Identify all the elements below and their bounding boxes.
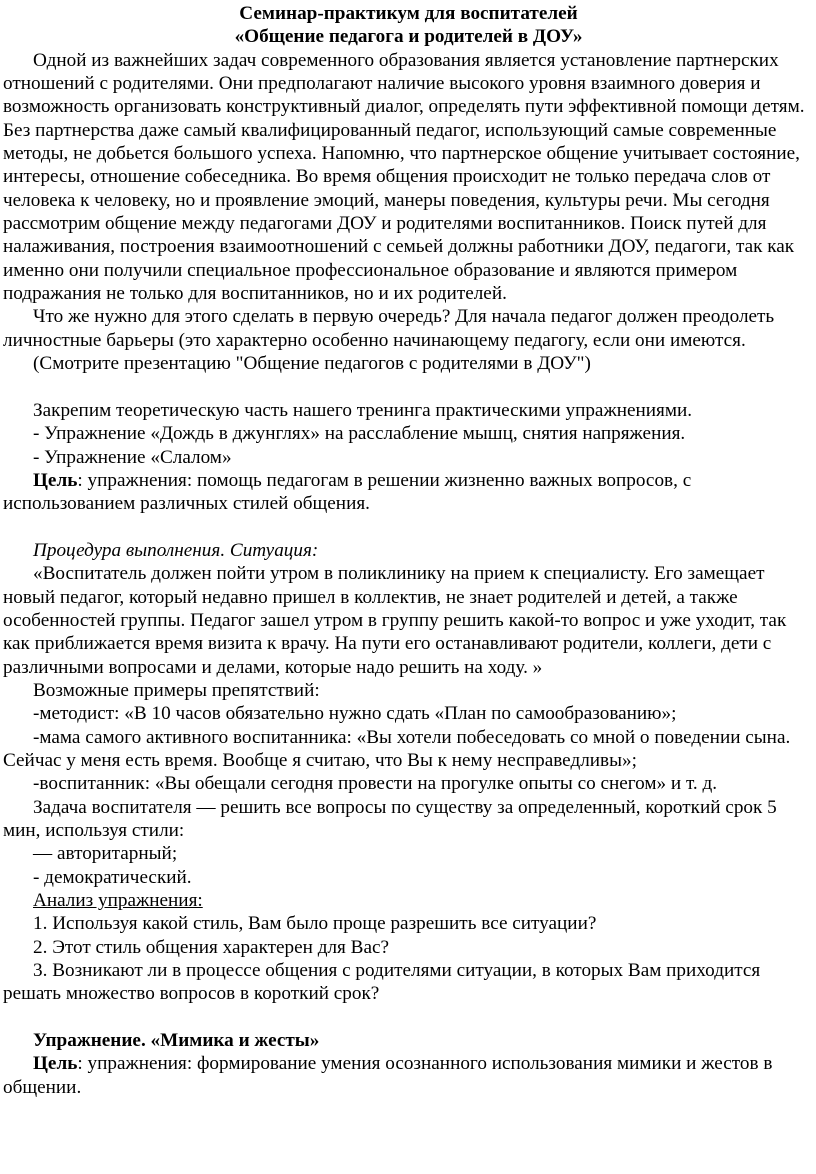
spacer <box>3 1006 814 1029</box>
obstacle-mother: -мама самого активного воспитанника: «Вы хотели побеседовать со мной о поведении сына. Сейчас у меня есть время. Вообще я считаю, что Вы к нему несправедливы»; <box>3 726 791 771</box>
educator-task: Задача воспитателя — решить все вопросы по существу за определенный, короткий срок 5 мин, используя стили: <box>3 796 777 842</box>
goal-label: Цель <box>33 1053 78 1075</box>
obstacle-pupil: -воспитанник: «Вы обещали сегодня провести на прогулке опыты со снегом» и т. д. <box>33 773 718 795</box>
slalom-goal <box>3 469 814 516</box>
exercise-slalom-item: - Упражнение «Слалом» <box>33 446 232 468</box>
analysis-heading: Анализ упражнения: <box>33 890 203 912</box>
spacer <box>3 516 814 539</box>
mimicry-goal <box>3 1052 814 1099</box>
procedure-heading: Процедура выполнения. Ситуация: <box>33 539 319 561</box>
analysis-heading-line <box>3 889 814 912</box>
practice-intro: Закрепим теоретическую часть нашего тренинга практическими упражнениями. <box>33 399 693 421</box>
obstacles-heading: Возможные примеры препятствий: <box>33 679 320 701</box>
goal-label: Цель <box>33 469 78 491</box>
obstacle-methodist: -методист: «В 10 часов обязательно нужно сдать «План по самообразованию»; <box>33 703 677 725</box>
document-title <box>3 2 814 49</box>
analysis-question-2: 2. Этот стиль общения характерен для Вас? <box>33 936 390 958</box>
style-authoritarian: — авторитарный; <box>33 843 178 865</box>
title-line-1: Семинар-практикум для воспитателей <box>239 3 578 24</box>
analysis-question-3: 3. Возникают ли в процессе общения с родителями ситуации, в которых Вам приходится решать множество вопросов в короткий срок? <box>3 960 761 1005</box>
analysis-question-1: 1. Используя какой стиль, Вам было проще разрешить все ситуации? <box>33 913 597 935</box>
intro-paragraph-2: Что же нужно для этого сделать в первую очередь? Для начала педагог должен преодолеть личностные барьеры (это характерно особенно начинающему педагогу, если они имеются. <box>3 306 775 351</box>
goal-text: : упражнения: формирование умения осознанного использования мимики и жестов в общении. <box>3 1053 773 1098</box>
style-democratic: - демократический. <box>33 866 192 888</box>
presentation-note: (Смотрите презентацию "Общение педагогов с родителями в ДОУ") <box>33 353 591 375</box>
intro-paragraph-1: Одной из важнейших задач современного образования является установление партнерских отношений с родителями. Они предполагают наличие высокого уровня взаимного доверия и возможность организовать конструктивный диалог, определять пути эффективной помощи детям. Без партнерства даже самый квалифицированный педагог, использующий самые современные методы, не добьется большого успеха. Напомню, что партнерское общение учитывает состояние, интересы, отношение собеседника. Во время общения происходит не только передача слов от человека к человеку, но и проявление эмоций, манеры поведения, культуры речи. Мы сегодня рассмотрим общение между педагогами ДОУ и родителями воспитанников. Поиск путей для налаживания, построения взаимоотношений с семьей должны работники ДОУ, педагоги, так как именно они получили специальное профессиональное образование и являются примером подражания не только для воспитанников, но и их родителей. <box>3 49 805 305</box>
spacer <box>3 376 814 399</box>
exercise-rain-item: - Упражнение «Дождь в джунглях» на расслабление мышц, снятия напряжения. <box>33 423 686 445</box>
situation-text: «Воспитатель должен пойти утром в поликлинику на прием к специалисту. Его замещает новый педагог, который недавно пришел в коллектив, не знает родителей и детей, а также особенностей группы. Педагог зашел утром в группу решить какой-то вопрос и уже уходит, так как приближается время визита к врачу. На пути его останавливают родители, коллеги, дети с различными вопросами и делами, которые надо решить на ходу. » <box>3 563 787 678</box>
mimicry-exercise-heading: Упражнение. «Мимика и жесты» <box>33 1030 320 1052</box>
title-line-2: «Общение педагога и родителей в ДОУ» <box>234 26 583 48</box>
goal-text: : упражнения: помощь педагогам в решении жизненно важных вопросов, с использованием различных стилей общения. <box>3 469 692 515</box>
